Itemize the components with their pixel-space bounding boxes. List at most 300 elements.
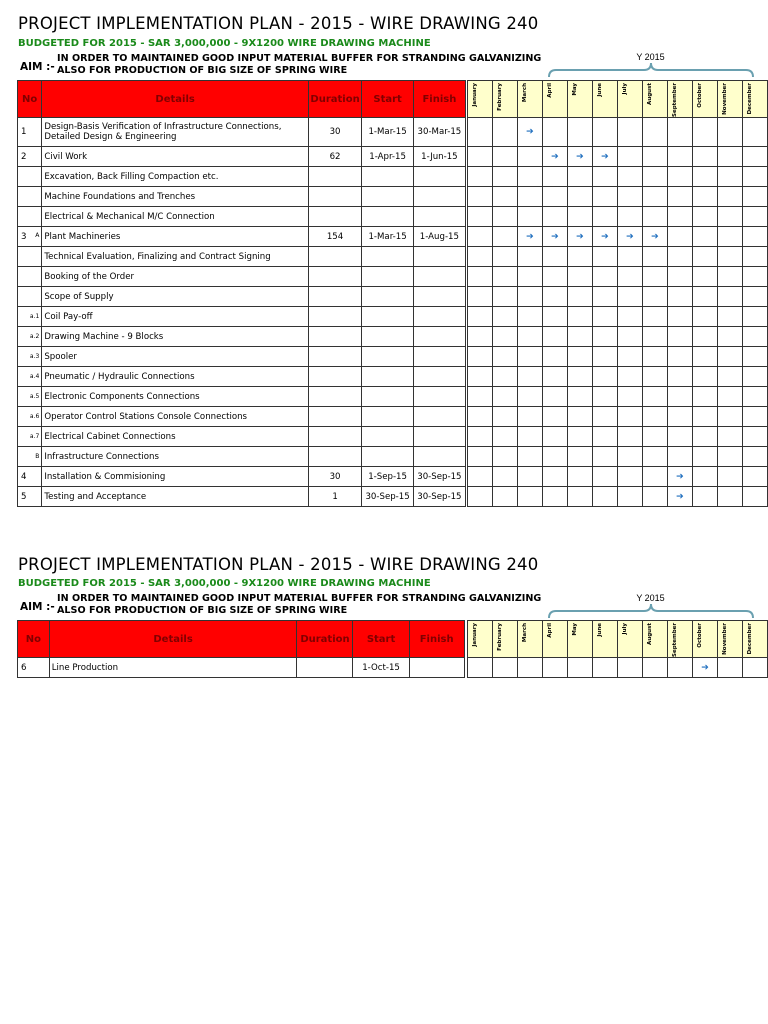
gantt-cell <box>517 118 542 147</box>
gantt-cell <box>717 658 742 678</box>
header-duration: Duration <box>308 81 361 118</box>
row-finish: 30-Mar-15 <box>414 118 466 147</box>
gantt-cell <box>492 287 517 307</box>
row-sub-no: A <box>35 231 40 239</box>
row-sub-no: a.7 <box>29 433 40 440</box>
month-label: June <box>596 82 603 97</box>
gantt-cell <box>492 307 517 327</box>
row-details-text: Electrical Cabinet Connections <box>44 431 176 442</box>
month-label: October <box>696 82 703 108</box>
gantt-cell <box>592 658 617 678</box>
gantt-cell <box>742 207 767 227</box>
gantt-cell <box>492 347 517 367</box>
gantt-cell <box>467 307 492 327</box>
row-start: 1-Mar-15 <box>362 227 414 247</box>
month-header-june <box>592 621 617 658</box>
row-details <box>42 147 309 167</box>
row-details-text-2: Detailed Design & Engineering <box>44 132 177 142</box>
gantt-cell <box>692 407 717 427</box>
gantt-cell <box>642 367 667 387</box>
gantt-cell <box>642 387 667 407</box>
row-finish <box>414 247 466 267</box>
gantt-cell <box>742 467 767 487</box>
gantt-cell <box>567 227 592 247</box>
table-row <box>18 447 768 467</box>
row-details <box>42 227 309 247</box>
row-details-text: Plant Machineries <box>44 231 121 242</box>
row-details <box>42 327 309 347</box>
gantt-cell <box>692 347 717 367</box>
gantt-cell <box>692 207 717 227</box>
table-row <box>18 467 768 487</box>
gantt-cell <box>542 287 567 307</box>
row-details-text: Booking of the Order <box>44 271 135 282</box>
gantt-cell <box>492 147 517 167</box>
budget-line: BUDGETED FOR 2015 - SAR 3,000,000 - 9X1200 WIRE DRAWING MACHINE <box>18 578 431 589</box>
header-row <box>18 621 768 658</box>
gantt-cell <box>692 487 717 507</box>
row-finish <box>414 367 466 387</box>
gantt-cell <box>492 187 517 207</box>
right-arrow-icon: ➔ <box>526 231 534 242</box>
month-label: March <box>521 82 528 102</box>
gantt-cell <box>742 287 767 307</box>
gantt-cell <box>517 387 542 407</box>
row-duration <box>308 187 361 207</box>
right-arrow-icon: ➔ <box>701 662 709 673</box>
year-label: Y 2015 <box>636 593 665 603</box>
gantt-cell <box>492 167 517 187</box>
gantt-cell <box>667 658 692 678</box>
row-details-text: Infrastructure Connections <box>44 451 159 462</box>
gantt-cell <box>592 347 617 367</box>
gantt-cell <box>467 187 492 207</box>
gantt-cell <box>567 167 592 187</box>
gantt-cell <box>467 267 492 287</box>
gantt-cell <box>492 327 517 347</box>
gantt-cell <box>717 207 742 227</box>
month-label: February <box>496 82 503 111</box>
month-header-april <box>542 81 567 118</box>
row-duration <box>308 367 361 387</box>
row-start <box>362 327 414 347</box>
row-no: 3 <box>21 231 27 242</box>
gantt-cell <box>692 147 717 167</box>
gantt-cell <box>567 187 592 207</box>
gantt-cell <box>567 207 592 227</box>
row-details <box>42 287 309 307</box>
row-sub-no: a.3 <box>29 353 40 360</box>
row-details <box>42 247 309 267</box>
gantt-cell <box>542 367 567 387</box>
row-number <box>18 227 42 247</box>
row-finish <box>414 407 466 427</box>
row-sub-no: a.2 <box>29 333 40 340</box>
gantt-cell <box>467 427 492 447</box>
month-header-february <box>492 621 517 658</box>
month-label: April <box>546 622 553 638</box>
row-duration <box>308 167 361 187</box>
gantt-cell <box>492 658 517 678</box>
table-row <box>18 207 768 227</box>
row-number <box>18 187 42 207</box>
right-arrow-icon: ➔ <box>651 231 659 242</box>
gantt-cell <box>542 118 567 147</box>
row-number <box>18 167 42 187</box>
aim-text <box>57 593 541 617</box>
gantt-cell <box>667 207 692 227</box>
gantt-cell <box>692 187 717 207</box>
row-number <box>18 327 42 347</box>
gantt-cell <box>492 118 517 147</box>
gantt-cell <box>717 267 742 287</box>
row-duration <box>308 307 361 327</box>
row-details <box>42 487 309 507</box>
gantt-cell <box>717 407 742 427</box>
gantt-cell <box>667 247 692 267</box>
gantt-cell <box>467 387 492 407</box>
row-duration <box>308 247 361 267</box>
gantt-cell <box>667 267 692 287</box>
month-label: September <box>671 622 678 657</box>
row-start <box>362 427 414 447</box>
gantt-cell <box>642 467 667 487</box>
gantt-cell <box>492 227 517 247</box>
right-arrow-icon: ➔ <box>676 471 684 482</box>
month-header-january <box>467 81 492 118</box>
plan-table <box>17 80 768 507</box>
row-sub-no: a.6 <box>29 413 40 420</box>
month-header-february <box>492 81 517 118</box>
row-details <box>42 387 309 407</box>
row-start <box>362 447 414 467</box>
gantt-cell <box>617 347 642 367</box>
gantt-cell <box>567 118 592 147</box>
row-details-text: Drawing Machine - 9 Blocks <box>44 331 164 342</box>
gantt-cell <box>642 407 667 427</box>
row-number <box>18 658 50 678</box>
gantt-cell <box>742 118 767 147</box>
gantt-cell <box>542 347 567 367</box>
gantt-cell <box>742 658 767 678</box>
row-details <box>42 167 309 187</box>
budget-line: BUDGETED FOR 2015 - SAR 3,000,000 - 9X1200 WIRE DRAWING MACHINE <box>18 38 431 49</box>
gantt-cell <box>567 407 592 427</box>
gantt-cell <box>492 427 517 447</box>
gantt-cell <box>467 487 492 507</box>
header-duration: Duration <box>297 621 353 658</box>
table-row <box>18 118 768 147</box>
right-arrow-icon: ➔ <box>601 231 609 242</box>
gantt-cell <box>667 307 692 327</box>
gantt-cell <box>742 227 767 247</box>
gantt-cell <box>642 227 667 247</box>
row-duration: 154 <box>308 227 361 247</box>
row-start <box>362 307 414 327</box>
row-finish: 1-Aug-15 <box>414 227 466 247</box>
gantt-cell <box>592 167 617 187</box>
gantt-cell <box>467 147 492 167</box>
aim-line-1: IN ORDER TO MAINTAINED GOOD INPUT MATERIAL BUFFER FOR STRANDING GALVANIZING <box>57 593 542 604</box>
gantt-cell <box>517 227 542 247</box>
row-number <box>18 307 42 327</box>
row-start <box>362 367 414 387</box>
month-header-november <box>717 621 742 658</box>
month-label: September <box>671 82 678 117</box>
gantt-cell <box>542 467 567 487</box>
header-row <box>18 81 768 118</box>
header-no: No <box>18 621 50 658</box>
gantt-cell <box>467 227 492 247</box>
gantt-cell <box>617 207 642 227</box>
gantt-cell <box>742 187 767 207</box>
header-finish: Finish <box>409 621 464 658</box>
header-details: Details <box>42 81 309 118</box>
gantt-cell <box>517 487 542 507</box>
row-duration <box>308 267 361 287</box>
gantt-cell <box>617 227 642 247</box>
gantt-cell <box>717 187 742 207</box>
gantt-cell <box>542 487 567 507</box>
gantt-cell <box>567 247 592 267</box>
header-no: No <box>18 81 42 118</box>
gantt-cell <box>542 227 567 247</box>
gantt-cell <box>567 287 592 307</box>
gantt-cell <box>492 387 517 407</box>
row-details <box>42 427 309 447</box>
gantt-cell <box>742 487 767 507</box>
row-duration <box>308 207 361 227</box>
row-start <box>362 407 414 427</box>
gantt-cell <box>642 167 667 187</box>
row-duration <box>308 347 361 367</box>
row-number <box>18 387 42 407</box>
gantt-cell <box>667 147 692 167</box>
table-row <box>18 658 768 678</box>
gantt-cell <box>617 147 642 167</box>
gantt-cell <box>617 267 642 287</box>
gantt-cell <box>492 207 517 227</box>
row-details-text: Line Production <box>51 662 119 673</box>
row-duration: 30 <box>308 118 361 147</box>
month-header-december <box>742 81 767 118</box>
row-number <box>18 367 42 387</box>
row-no: 1 <box>21 127 27 137</box>
row-duration: 1 <box>308 487 361 507</box>
table-row <box>18 187 768 207</box>
row-finish: 30-Sep-15 <box>414 487 466 507</box>
row-start <box>362 167 414 187</box>
gantt-cell <box>742 307 767 327</box>
right-arrow-icon: ➔ <box>626 231 634 242</box>
aim-line-2: ALSO FOR PRODUCTION OF BIG SIZE OF SPRING WIRE <box>57 605 348 616</box>
table-row <box>18 387 768 407</box>
gantt-cell <box>742 387 767 407</box>
month-label: October <box>696 622 703 648</box>
row-finish <box>414 327 466 347</box>
gantt-cell <box>667 447 692 467</box>
right-arrow-icon: ➔ <box>576 231 584 242</box>
month-label: June <box>596 622 603 637</box>
row-details-text: Operator Control Stations Console Connections <box>44 411 248 422</box>
row-finish <box>414 287 466 307</box>
header-start: Start <box>362 81 414 118</box>
gantt-cell <box>742 407 767 427</box>
gantt-cell <box>667 347 692 367</box>
month-label: January <box>471 622 478 647</box>
row-finish <box>414 167 466 187</box>
gantt-cell <box>667 427 692 447</box>
gantt-cell <box>742 427 767 447</box>
gantt-cell <box>567 427 592 447</box>
table-row <box>18 427 768 447</box>
row-details-text: Scope of Supply <box>44 291 114 302</box>
gantt-cell <box>542 307 567 327</box>
header-finish: Finish <box>414 81 466 118</box>
gantt-cell <box>667 118 692 147</box>
gantt-cell <box>592 387 617 407</box>
row-start: 1-Oct-15 <box>353 658 409 678</box>
gantt-cell <box>542 447 567 467</box>
gantt-cell <box>617 447 642 467</box>
table-row <box>18 147 768 167</box>
month-header-october <box>692 81 717 118</box>
gantt-cell <box>567 267 592 287</box>
month-header-august <box>642 81 667 118</box>
gantt-cell <box>467 347 492 367</box>
gantt-cell <box>592 147 617 167</box>
aim-text <box>57 53 541 77</box>
gantt-cell <box>617 487 642 507</box>
gantt-cell <box>667 187 692 207</box>
gantt-cell <box>692 447 717 467</box>
gantt-cell <box>742 367 767 387</box>
gantt-cell <box>642 307 667 327</box>
gantt-cell <box>717 167 742 187</box>
gantt-cell <box>717 227 742 247</box>
gantt-cell <box>692 227 717 247</box>
gantt-cell <box>617 167 642 187</box>
month-label: November <box>721 622 728 655</box>
row-number <box>18 467 42 487</box>
gantt-cell <box>667 487 692 507</box>
gantt-cell <box>542 658 567 678</box>
gantt-cell <box>642 427 667 447</box>
table-row <box>18 327 768 347</box>
gantt-cell <box>717 367 742 387</box>
gantt-cell <box>667 327 692 347</box>
gantt-cell <box>717 347 742 367</box>
month-label: July <box>621 622 628 634</box>
row-start <box>362 347 414 367</box>
gantt-cell <box>492 267 517 287</box>
gantt-cell <box>517 347 542 367</box>
row-sub-no: B <box>35 453 40 460</box>
table-row <box>18 407 768 427</box>
gantt-cell <box>617 118 642 147</box>
row-duration <box>297 658 353 678</box>
gantt-cell <box>592 327 617 347</box>
month-header-november <box>717 81 742 118</box>
gantt-cell <box>542 187 567 207</box>
gantt-cell <box>592 247 617 267</box>
gantt-cell <box>667 367 692 387</box>
gantt-cell <box>642 347 667 367</box>
gantt-cell <box>567 467 592 487</box>
row-finish: 1-Jun-15 <box>414 147 466 167</box>
gantt-cell <box>642 658 667 678</box>
gantt-cell <box>692 118 717 147</box>
month-header-july <box>617 81 642 118</box>
row-finish <box>414 387 466 407</box>
gantt-cell <box>492 467 517 487</box>
month-header-may <box>567 81 592 118</box>
gantt-cell <box>492 367 517 387</box>
row-start <box>362 187 414 207</box>
gantt-cell <box>617 307 642 327</box>
month-label: December <box>746 82 753 114</box>
gantt-cell <box>467 447 492 467</box>
gantt-cell <box>617 187 642 207</box>
month-label: July <box>621 82 628 94</box>
row-duration <box>308 327 361 347</box>
gantt-cell <box>517 467 542 487</box>
row-finish <box>414 427 466 447</box>
row-details-text: Testing and Acceptance <box>44 491 147 502</box>
gantt-cell <box>692 287 717 307</box>
gantt-cell <box>642 267 667 287</box>
aim-label: AIM :- <box>20 601 55 613</box>
gantt-cell <box>467 247 492 267</box>
gantt-cell <box>592 487 617 507</box>
month-label: May <box>571 82 578 96</box>
gantt-cell <box>717 447 742 467</box>
gantt-cell <box>642 187 667 207</box>
gantt-cell <box>717 387 742 407</box>
gantt-cell <box>742 327 767 347</box>
gantt-cell <box>492 247 517 267</box>
row-details-text: Pneumatic / Hydraulic Connections <box>44 371 195 382</box>
row-number <box>18 407 42 427</box>
row-details-text: Civil Work <box>44 151 88 162</box>
table-row <box>18 487 768 507</box>
gantt-cell <box>717 327 742 347</box>
right-arrow-icon: ➔ <box>551 231 559 242</box>
gantt-cell <box>742 247 767 267</box>
gantt-cell <box>742 347 767 367</box>
row-details-text: Design-Basis Verification of Infrastructure Connections, <box>44 122 282 132</box>
gantt-cell <box>642 487 667 507</box>
row-details <box>42 467 309 487</box>
gantt-cell <box>742 447 767 467</box>
year-label: Y 2015 <box>636 52 665 62</box>
gantt-cell <box>742 267 767 287</box>
row-no: 2 <box>21 151 27 162</box>
gantt-cell <box>542 387 567 407</box>
row-duration <box>308 447 361 467</box>
row-details-text: Spooler <box>44 351 77 362</box>
gantt-cell <box>567 447 592 467</box>
gantt-cell <box>717 427 742 447</box>
gantt-cell <box>517 287 542 307</box>
gantt-cell <box>667 287 692 307</box>
row-details <box>42 307 309 327</box>
gantt-cell <box>517 247 542 267</box>
row-details <box>42 187 309 207</box>
row-start <box>362 247 414 267</box>
right-arrow-icon: ➔ <box>676 491 684 502</box>
gantt-cell <box>667 227 692 247</box>
